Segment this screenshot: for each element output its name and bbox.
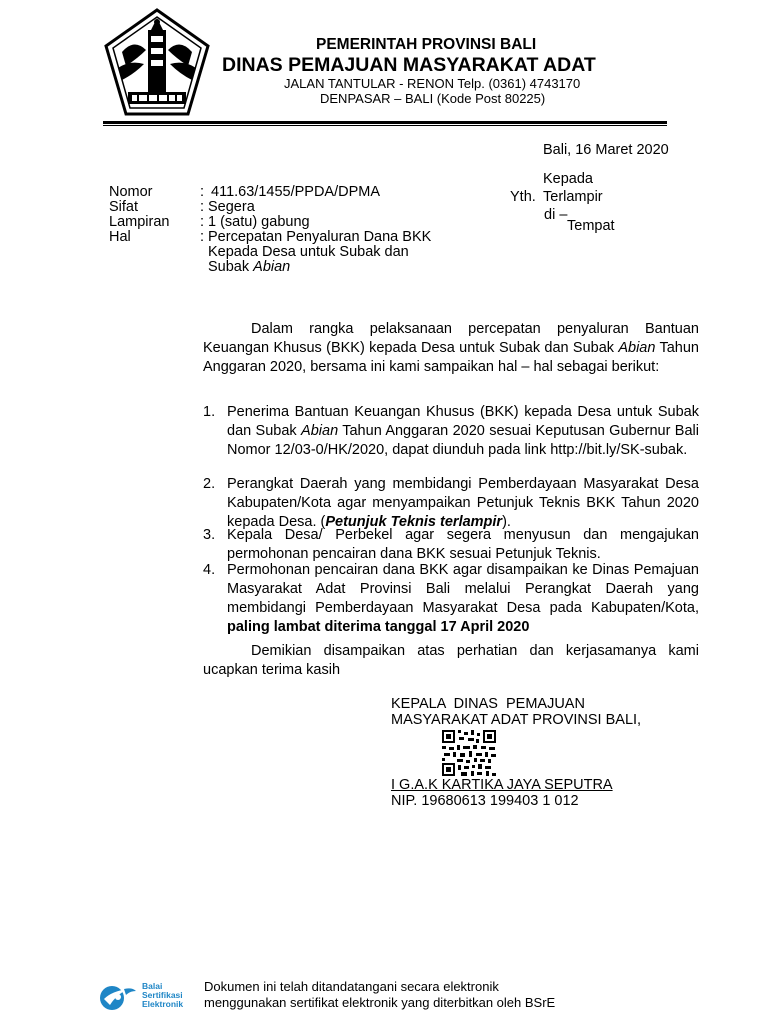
meta-value-sifat: Segera [208,199,255,215]
recipient-tempat: Tempat [567,218,615,234]
list-item [203,475,699,532]
item-2-text: Perangkat Daerah yang membidangi Pemberdayaan Masyarakat Desa Kabupaten/Kota agar menyampaikan Petunjuk Teknis BKK Tahun 2020 kepada Desa. ( [227,476,699,530]
intro-paragraph [203,320,699,377]
header-divider [103,121,667,126]
e-sign-note-2: menggunakan sertifikat elektronik yang diterbitkan oleh BSrE [204,995,556,1010]
intro-text-1: Dalam rangka pelaksanaan percepatan penyaluran Bantuan Keuangan Khusus (BKK) kepada Desa untuk Subak dan Subak [203,321,699,356]
bali-province-emblem [104,8,210,116]
meta-sep-hal: : [200,229,205,245]
list-number: 1. [203,404,216,420]
address-line-2: DENPASAR – BALI (Kode Post 80225) [320,91,546,106]
item-3-text: Kepala Desa/ Perbekel agar segera menyusun dan mengajukan permohonan pencairan dana BKK sesuai Petunjuk Teknis. [227,527,699,562]
item-2-text-end: ). [502,514,511,530]
item-1-italic: Abian [301,423,339,439]
bsre-footer [96,980,656,1014]
bsre-logo-icon [98,983,138,1011]
item-1-text: Penerima Bantuan Keuangan Khusus (BKK) kepada Desa untuk Subak dan Subak [227,404,699,439]
e-sign-note-1: Dokumen ini telah ditandatangani secara elektronik [204,979,499,994]
item-1-text-end: Tahun Anggaran 2020 sesuai Keputusan Gubernur Bali Nomor 12/03-0/HK/2020, dapat diunduh pada link http://bit.ly/SK-subak. [227,423,699,458]
letter-header [0,0,768,125]
signatory-title-1: KEPALA DINAS PEMAJUAN [391,696,585,712]
recipient-terlampir: Terlampir [543,189,603,205]
meta-value-nomor: 411.63/1455/PPDA/DPMA [207,184,381,200]
item-4-deadline: paling lambat diterima tanggal 17 April 2020 [227,619,530,635]
meta-label-lampiran: Lampiran [109,214,170,230]
meta-sep-lampiran: : [200,214,205,230]
list-item [203,403,699,460]
item-2-bold-italic: Petunjuk Teknis terlampir [325,514,503,530]
item-4-text: Permohonan pencairan dana BKK agar disampaikan ke Dinas Pemajuan Masyarakat Adat Provinsi Bali melalui Perangkat Daerah yang membidangi Pemberdayaan Masyarakat Desa pada Kabupaten/Kota, [227,562,699,616]
meta-label-nomor: Nomor [109,184,153,200]
signatory-nip: NIP. 19680613 199403 1 012 [391,793,579,809]
meta-label-sifat: Sifat [109,199,139,215]
meta-label-hal: Hal [109,229,131,245]
list-number: 3. [203,527,216,543]
meta-sep-nomor: : [200,184,205,200]
hal-line3-text: Subak [208,259,254,275]
agency-name: DINAS PEMAJUAN MASYARAKAT ADAT [222,54,596,76]
government-name: PEMERINTAH PROVINSI BALI [316,36,537,53]
meta-value-hal-line2: Kepada Desa untuk Subak dan [208,244,409,260]
closing-paragraph: Demikian disampaikan atas perhatian dan kerjasamanya kami ucapkan terima kasih [203,643,699,678]
address-line-1: JALAN TANTULAR - RENON Telp. (0361) 4743170 [284,76,581,91]
list-item [203,561,699,637]
meta-value-lampiran: 1 (satu) gabung [208,214,310,230]
recipient-di: di – [544,207,568,223]
bsre-logo-text-3: Elektronik [142,999,184,1009]
intro-text-2: Tahun Anggaran 2020, bersama ini kami sampaikan hal – hal sebagai berikut: [203,340,699,375]
meta-sep-sifat: : [200,199,205,215]
bsre-logo-text-1: Balai [142,981,163,991]
signatory-title-2: MASYARAKAT ADAT PROVINSI BALI, [391,712,642,728]
signatory-name: I G.A.K KARTIKA JAYA SEPUTRA [391,777,613,793]
bsre-logo-text-2: Sertifikasi [142,990,183,1000]
intro-italic: Abian [618,340,656,356]
qr-code [441,729,497,777]
meta-value-hal-line3 [208,258,290,277]
recipient-kepada: Kepada [543,171,593,187]
letter-date: Bali, 16 Maret 2020 [543,142,669,158]
list-item [203,526,699,564]
hal-line3-italic: Abian [253,259,291,275]
recipient-yth: Yth. [510,189,536,205]
list-number: 4. [203,562,216,578]
meta-value-hal: Percepatan Penyaluran Dana BKK [208,229,432,245]
list-number: 2. [203,476,216,492]
